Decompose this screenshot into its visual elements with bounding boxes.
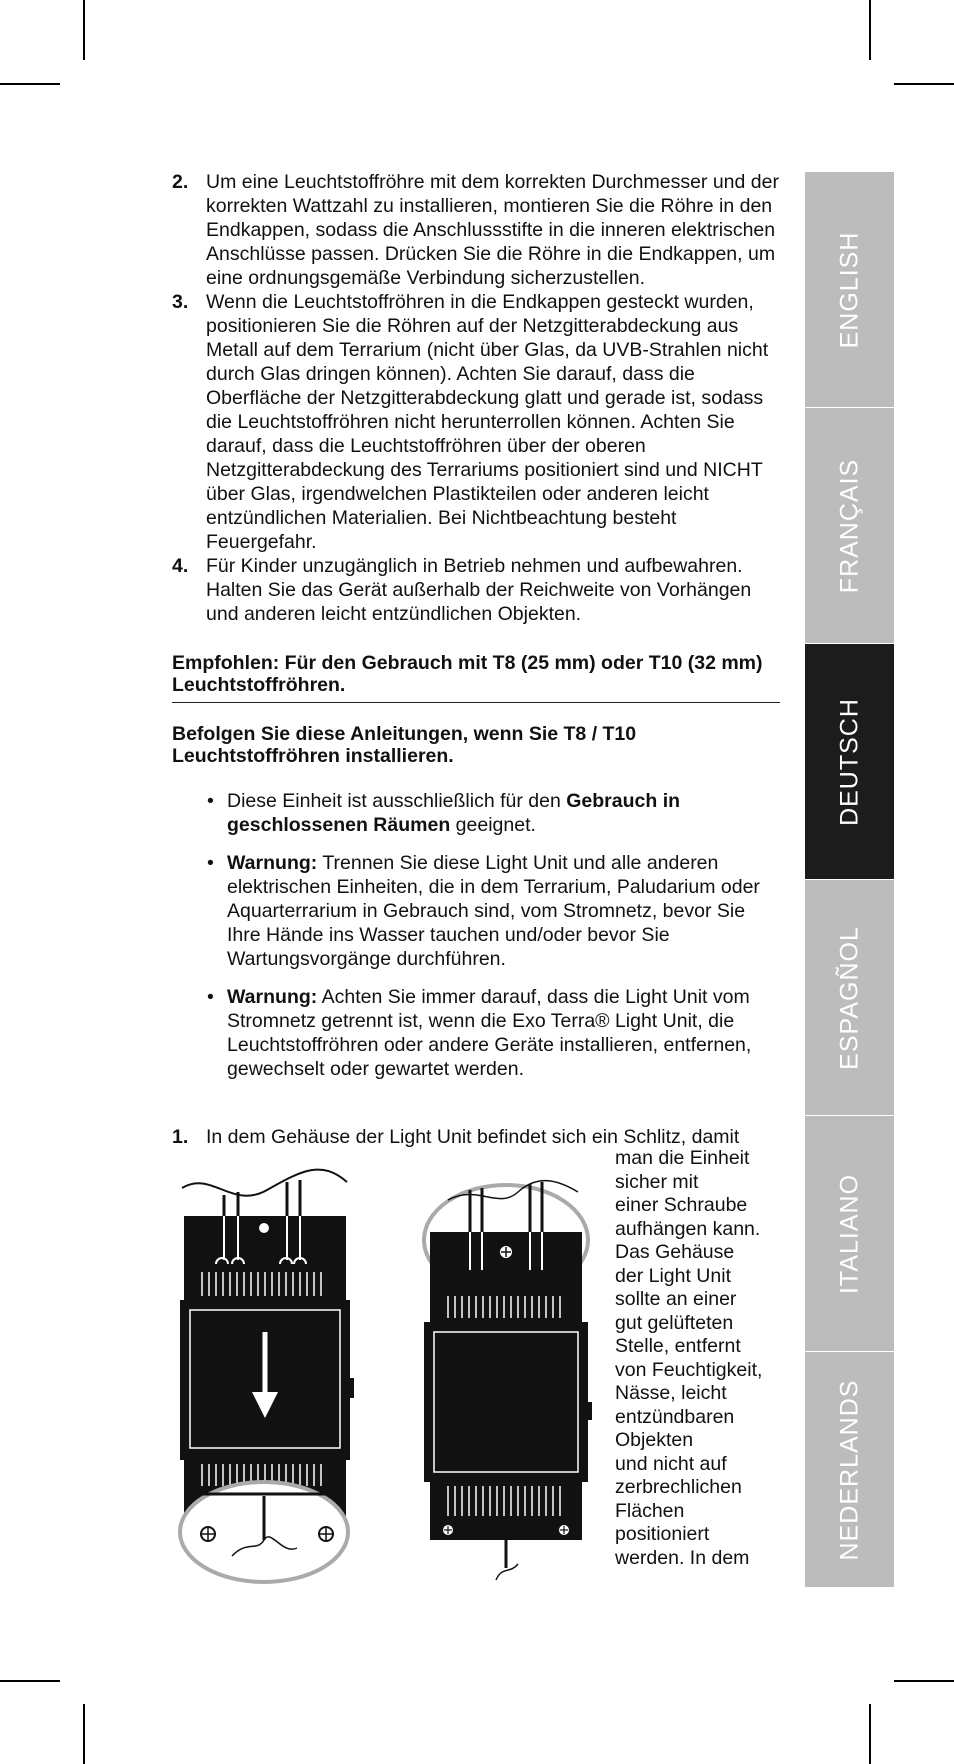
screw-icon xyxy=(443,1525,453,1535)
screw-icon xyxy=(500,1246,512,1258)
list-item: • Diese Einheit ist ausschließlich für den Gebrauch in geschlossenen Räumen geeignet. xyxy=(207,790,681,836)
follow-instructions-heading: Befolgen Sie diese Anleitungen, wenn Sie T8 / T10 Leuchtstoffröhren installieren. xyxy=(172,723,637,767)
tab-label: FRANÇAIS xyxy=(835,458,863,593)
step-number: 2. xyxy=(172,171,189,193)
unit-body xyxy=(424,1322,588,1482)
step-number: 1. xyxy=(172,1126,189,1148)
tab-italiano[interactable] xyxy=(805,1116,894,1352)
tab-label: ENGLISH xyxy=(835,231,863,348)
bullet-icon: • xyxy=(207,852,214,874)
crop-mark xyxy=(0,1680,60,1682)
step-text: Um eine Leuchtstoffröhre mit dem korrekten Durchmesser und der korrekten Wattzahl zu installieren, montieren Sie die Röhre in den Endkappen, sodass die Anschlussstifte in die inneren elektrischen Anschlüsse passen. Drücken Sie die Röhre in die Endkappen, um eine ordnungsgemäße Verbindung sicherzustellen. xyxy=(206,171,779,289)
crop-mark xyxy=(83,0,85,60)
list-item: • Warnung: Trennen Sie diese Light Unit und alle anderen elektrischen Einheiten, die in dem Terrarium, Paludarium oder Aquarterrarium in Gebrauch sind, vom Stromnetz, bevor Sie Ihre Hände ins Wasser tauchen und/oder bevor Sie Wartungsvorgänge durchführen. xyxy=(207,852,760,970)
tab-english[interactable] xyxy=(805,172,894,408)
screw-icon xyxy=(319,1527,333,1541)
crop-mark xyxy=(83,1704,85,1764)
warning-list xyxy=(207,789,782,1081)
step-text: Wenn die Leuchtstoffröhren in die Endkappen gesteckt wurden, positionieren Sie die Röhren auf der Netzgitterabdeckung aus Metall auf dem Terrarium (nicht über Glas, da UVB-Strahlen nicht durch Glas dringen können). Achten Sie darauf, dass die Oberfläche der Netzgitterabdeckung glatt und gerade ist, sodass die Leuchtstoffröhren nicht herunterrollen können. Achten Sie darauf, dass die Leuchtstoffröhren über der oberen Netzgitterabdeckung des Terrariums positioniert sind und NICHT über Glas, irgendwelchen Plastikteilen oder anderen leicht entzündlichen Materialien. Bei Nichtbeachtung besteht Feuergefahr. xyxy=(206,291,769,553)
step-4 xyxy=(172,554,782,626)
step-1-wrapped-text: man die Einheit sicher mit einer Schraube aufhängen kann. Das Gehäuse der Light Unit sollte an einer gut gelüfteten Stelle, entfernt von Feuchtigkeit, Nässe, leicht entzündbaren Objekten und nicht auf zerbrechlichen Flächen positioniert werden. In dem xyxy=(615,1147,763,1569)
step-number: 3. xyxy=(172,291,189,313)
bullet-icon: • xyxy=(207,986,214,1008)
power-cable-icon xyxy=(182,1170,347,1196)
bullet-icon: • xyxy=(207,790,214,812)
tab-francais[interactable] xyxy=(805,408,894,644)
tab-nederlands[interactable] xyxy=(805,1352,894,1588)
recommended-heading: Empfohlen: Für den Gebrauch mit T8 (25 mm) oder T10 (32 mm) Leuchtstoffröhren. xyxy=(172,652,780,703)
crop-mark xyxy=(869,1704,871,1764)
crop-mark xyxy=(894,1680,954,1682)
screw-icon xyxy=(559,1525,569,1535)
tab-label: ESPAGÑOL xyxy=(835,925,863,1070)
tab-label: DEUTSCH xyxy=(835,697,863,826)
step-text-first-line: In dem Gehäuse der Light Unit befindet sich ein Schlitz, damit xyxy=(206,1126,740,1148)
crop-mark xyxy=(869,0,871,60)
screw-icon xyxy=(201,1527,215,1541)
main-content xyxy=(172,170,782,1095)
step-number: 4. xyxy=(172,555,189,577)
language-sidebar xyxy=(805,172,894,1588)
tab-espanol[interactable] xyxy=(805,880,894,1116)
crop-mark xyxy=(0,83,60,85)
tab-label: NEDERLANDS xyxy=(835,1379,863,1560)
tab-deutsch[interactable] xyxy=(805,644,894,880)
list-item: • Warnung: Achten Sie immer darauf, dass die Light Unit vom Stromnetz getrennt ist, wenn die Exo Terra® Light Unit, die Leuchtstoffröhren oder andere Geräte installieren, entfernen, gewechselt oder gewartet werden. xyxy=(207,986,752,1080)
tab-label: ITALIANO xyxy=(835,1173,863,1294)
crop-mark xyxy=(894,83,954,85)
step-3 xyxy=(172,290,782,554)
mounting-slot-icon xyxy=(259,1223,269,1233)
step-text: Für Kinder unzugänglich in Betrieb nehmen und aufbewahren. Halten Sie das Gerät außerhalb der Reichweite von Vorhängen und anderen leicht entzündlichen Objekten. xyxy=(206,555,752,625)
light-unit-mounted-illustration xyxy=(418,1170,598,1585)
step-2 xyxy=(172,170,782,290)
light-unit-mounting-illustration xyxy=(172,1160,362,1585)
